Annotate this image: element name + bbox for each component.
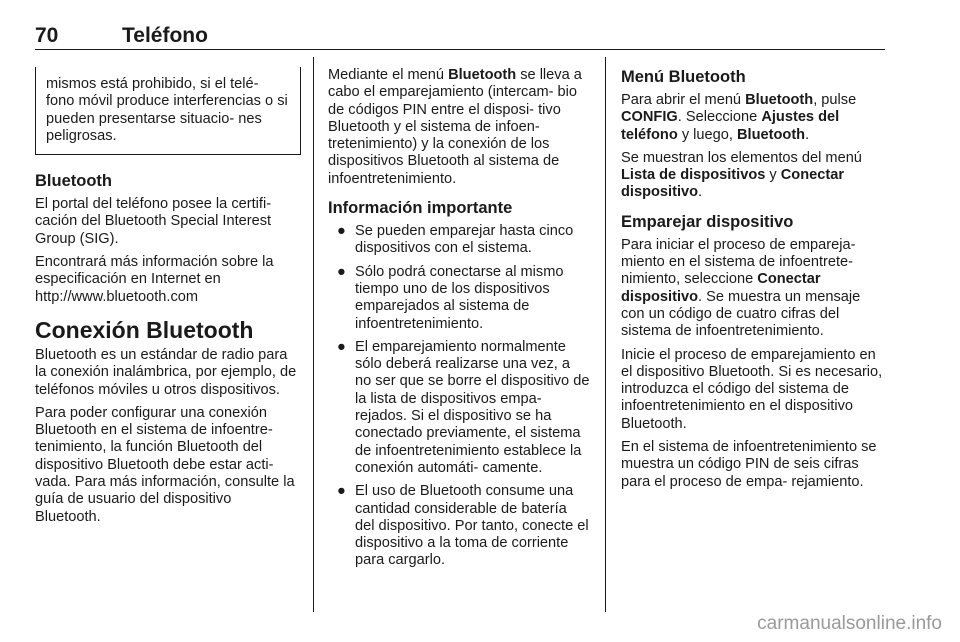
bullet-icon: ● <box>337 263 346 280</box>
important-info-heading: Información importante <box>328 199 513 218</box>
list-item: ● El emparejamiento normalmente sólo deberá realizarse una vez, a no ser que se borre el dispositivo de la lista de dispositivos empa- rejados. Si el dispositivo se ha conectado previamente, el sistema de infoentretenimiento establece la conexión automáti- camente. <box>337 338 590 476</box>
bluetooth-paragraph-2: Encontrará más información sobre la especificación en Internet en http://www.bluetooth.com <box>35 254 274 305</box>
bluetooth-heading: Bluetooth <box>35 172 112 191</box>
pair-paragraph-1: Para iniciar el proceso de empareja- miento en el sistema de infoentrete- nimiento, seleccione Conectar dispositivo. Se muestra un mensaje con un código de cuatro cifras del sistema de infoentretenimiento. <box>621 236 861 340</box>
pair-paragraph-2: Inicie el proceso de emparejamiento en el dispositivo Bluetooth. Si es necesario, introduzca el código del sistema de infoentretenimiento en el dispositivo Bluetooth. <box>621 346 883 432</box>
intro-paragraph: Mediante el menú Bluetooth se lleva a cabo el emparejamiento (intercam- bio de códigos PIN entre el disposi- tivo Bluetooth y el sistema de infoen- tretenimiento) y la conexión de los dispositivos Bluetooth al sistema de infoentretenimiento. <box>328 67 582 187</box>
column-2 <box>328 67 590 576</box>
chapter-title: Teléfono <box>122 24 208 47</box>
list-item: ● El uso de Bluetooth consume una cantidad considerable de batería del dispositivo. Por tanto, conecte el dispositivo a la toma de corriente para cargarlo. <box>337 483 589 569</box>
bluetooth-paragraph-1: El portal del teléfono posee la certifi- cación del Bluetooth Special Interest Group (SIG). <box>35 196 272 247</box>
column-divider-1 <box>313 57 314 612</box>
bullet-icon: ● <box>337 338 346 355</box>
list-item: ● Se pueden emparejar hasta cinco dispositivos con el sistema. <box>337 223 574 257</box>
page-header <box>35 24 885 48</box>
important-info-list <box>328 223 590 570</box>
warning-text: mismos está prohibido, si el telé- fono móvil produce interferencias o si pueden presentarse situacio- nes peligrosas. <box>46 76 288 144</box>
page-number: 70 <box>35 24 59 47</box>
bluetooth-menu-heading: Menú Bluetooth <box>621 68 746 86</box>
bullet-icon: ● <box>337 223 346 240</box>
menu-paragraph-2: Se muestran los elementos del menú Lista de dispositivos y Conectar dispositivo. <box>621 149 862 201</box>
connection-paragraph-2: Para poder configurar una conexión Bluetooth en el sistema de infoentre- tenimiento, la función Bluetooth del dispositivo Bluetooth debe estar acti- vada. Para más información, consulte la guía de usuario del dispositivo Bluetooth. <box>35 404 295 525</box>
pair-device-heading: Emparejar dispositivo <box>621 212 794 231</box>
connection-paragraph-1: Bluetooth es un estándar de radio para la conexión inalámbrica, por ejemplo, de teléfonos móviles u otros dispositivos. <box>35 346 297 398</box>
connection-heading: Conexión Bluetooth <box>35 316 254 343</box>
watermark: carmanualsonline.info <box>757 613 942 634</box>
bullet-icon: ● <box>337 483 346 500</box>
bluetooth-menu-term: Bluetooth <box>448 67 517 83</box>
menu-paragraph-1: Para abrir el menú Bluetooth, pulse CONFIG. Seleccione Ajustes del teléfono y luego, Bluetooth. <box>621 92 857 143</box>
column-1 <box>35 67 301 532</box>
warning-box <box>35 67 301 155</box>
pair-paragraph-3: En el sistema de infoentretenimiento se muestra un código PIN de seis cifras para el proceso de empa- rejamiento. <box>621 439 877 490</box>
list-item: ● Sólo podrá conectarse al mismo tiempo uno de los dispositivos emparejados al sistema de infoentretenimiento. <box>337 263 564 332</box>
column-3 <box>621 67 885 497</box>
header-rule <box>35 49 885 50</box>
column-divider-2 <box>605 57 606 612</box>
